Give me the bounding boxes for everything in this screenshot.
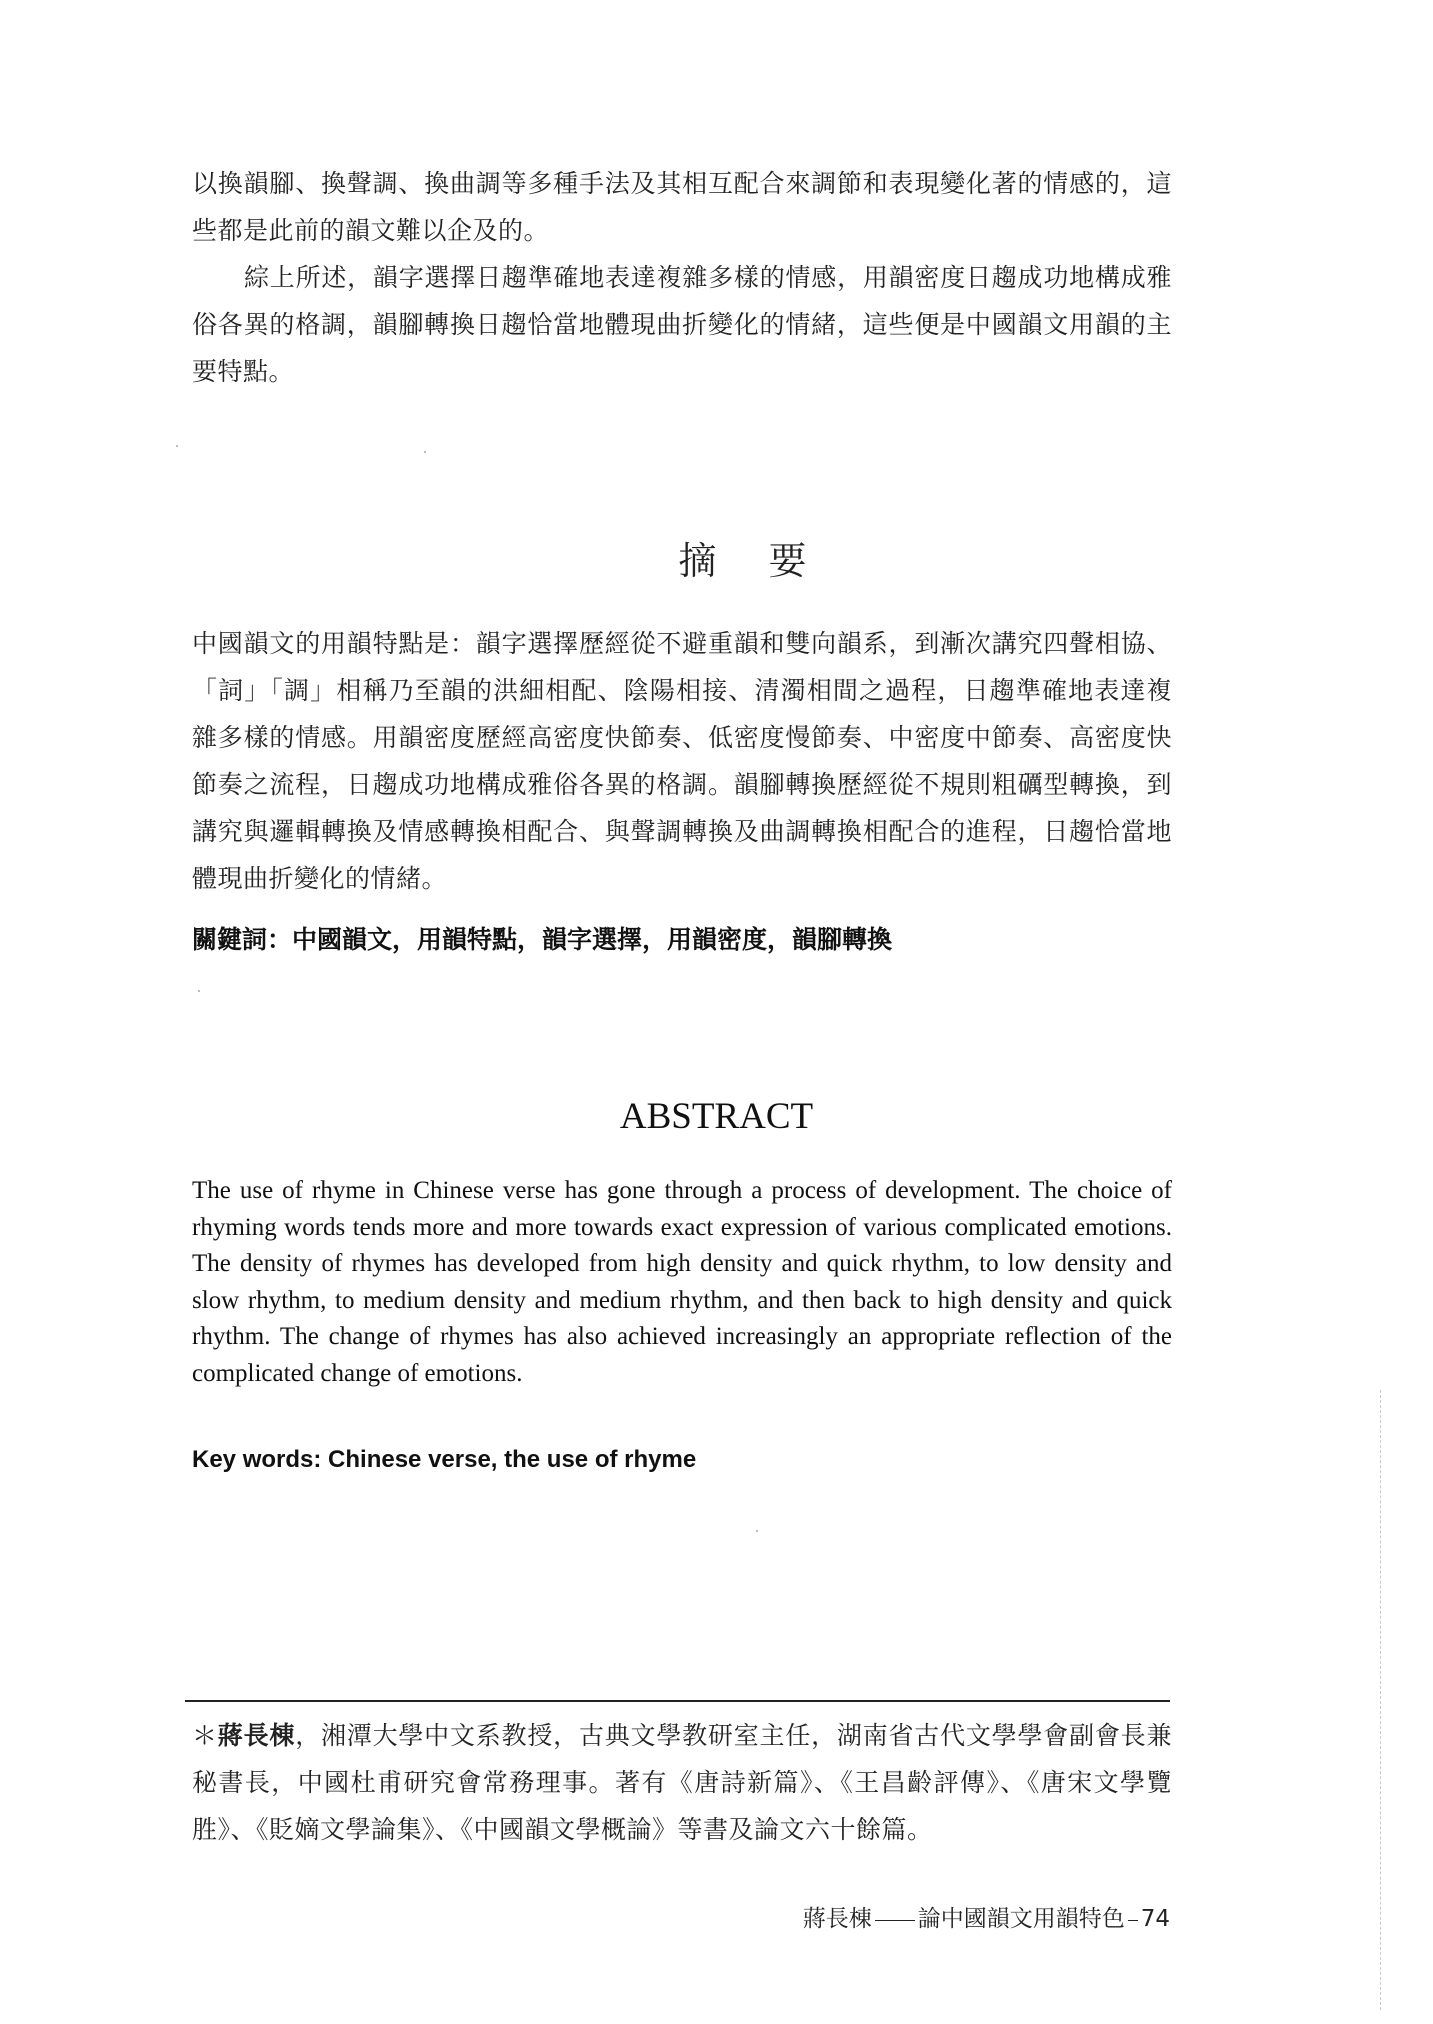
keywords-en: Key words: Chinese verse, the use of rhyme: [192, 1446, 697, 1473]
footnote-text: ，湘潭大學中文系教授，古典文學教研室主任，湖南省古代文學學會副會長兼秘書長，中國杜甫研究會常務理事。著有《唐詩新篇》、《王昌齡評傳》、《唐宋文學覽胜》、《貶嫡文學論集》、《中國韻文學概論》等書及論文六十餘篇。: [192, 1721, 1172, 1844]
body-text-top: [192, 160, 1172, 395]
abstract-en-heading: ABSTRACT: [619, 1096, 814, 1137]
footnote-divider: [185, 1700, 1170, 1702]
paragraph-continued: 以換韻腳、換聲調、換曲調等多種手法及其相互配合來調節和表現變化著的情感的，這些都是此前的韻文難以企及的。: [192, 169, 1172, 245]
page-number: 74: [1140, 1906, 1170, 1932]
keywords-cn: 關鍵詞：中國韻文，用韻特點，韻字選擇，用韻密度，韻腳轉換: [192, 925, 893, 954]
abstract-en-paragraph: The use of rhyme in Chinese verse has gone through a process of development. The choice of rhyming words tends more and more towards exact expression of various complicated emotions. The density of rhymes has developed from high density and quick rhythm, to low density and slow rhythm, to medium density and medium rhythm, and then back to high density and quick rhythm. The change of rhymes has also achieved increasingly an appropriate reflection of the complicated change of emotions.: [192, 1177, 1172, 1387]
scan-speck: [198, 990, 200, 992]
scan-edge-artifact: [1380, 1390, 1381, 2010]
author-footnote: [192, 1712, 1172, 1853]
footer-title: 論中國韻文用韻特色: [917, 1906, 1125, 1932]
footer-underline-short: [1128, 1920, 1138, 1921]
footer-author: 蔣長棟: [802, 1906, 872, 1932]
footnote-paragraph: [192, 1712, 1172, 1853]
abstract-cn-body: [192, 620, 1172, 902]
abstract-en-body: [192, 1173, 1172, 1392]
running-footer: [803, 1900, 1170, 1933]
scan-speck: [176, 445, 178, 447]
footnote-marker: ＊: [192, 1721, 218, 1750]
scan-speck: [424, 451, 426, 453]
abstract-cn-heading: 摘要: [678, 539, 859, 583]
footnote-author: 蔣長棟: [217, 1721, 296, 1750]
paragraph-summary: 綜上所述，韻字選擇日趨準確地表達複雜多樣的情感，用韻密度日趨成功地構成雅俗各異的格調，韻腳轉換日趨恰當地體現曲折變化的情緒，這些便是中國韻文用韻的主要特點。: [192, 263, 1172, 386]
scan-speck: [756, 1530, 758, 1532]
footer-underline: [875, 1920, 915, 1921]
abstract-cn-paragraph: 中國韻文的用韻特點是：韻字選擇歷經從不避重韻和雙向韻系，到漸次講究四聲相協、「詞」「調」相稱乃至韻的洪細相配、陰陽相接、清濁相間之過程，日趨準確地表達複雜多樣的情感。用韻密度歷經高密度快節奏、低密度慢節奏、中密度中節奏、高密度快節奏之流程，日趨成功地構成雅俗各異的格調。韻腳轉換歷經從不規則粗礪型轉換，到講究與邏輯轉換及情感轉換相配合、與聲調轉換及曲調轉換相配合的進程，日趨恰當地體現曲折變化的情緒。: [192, 629, 1172, 893]
